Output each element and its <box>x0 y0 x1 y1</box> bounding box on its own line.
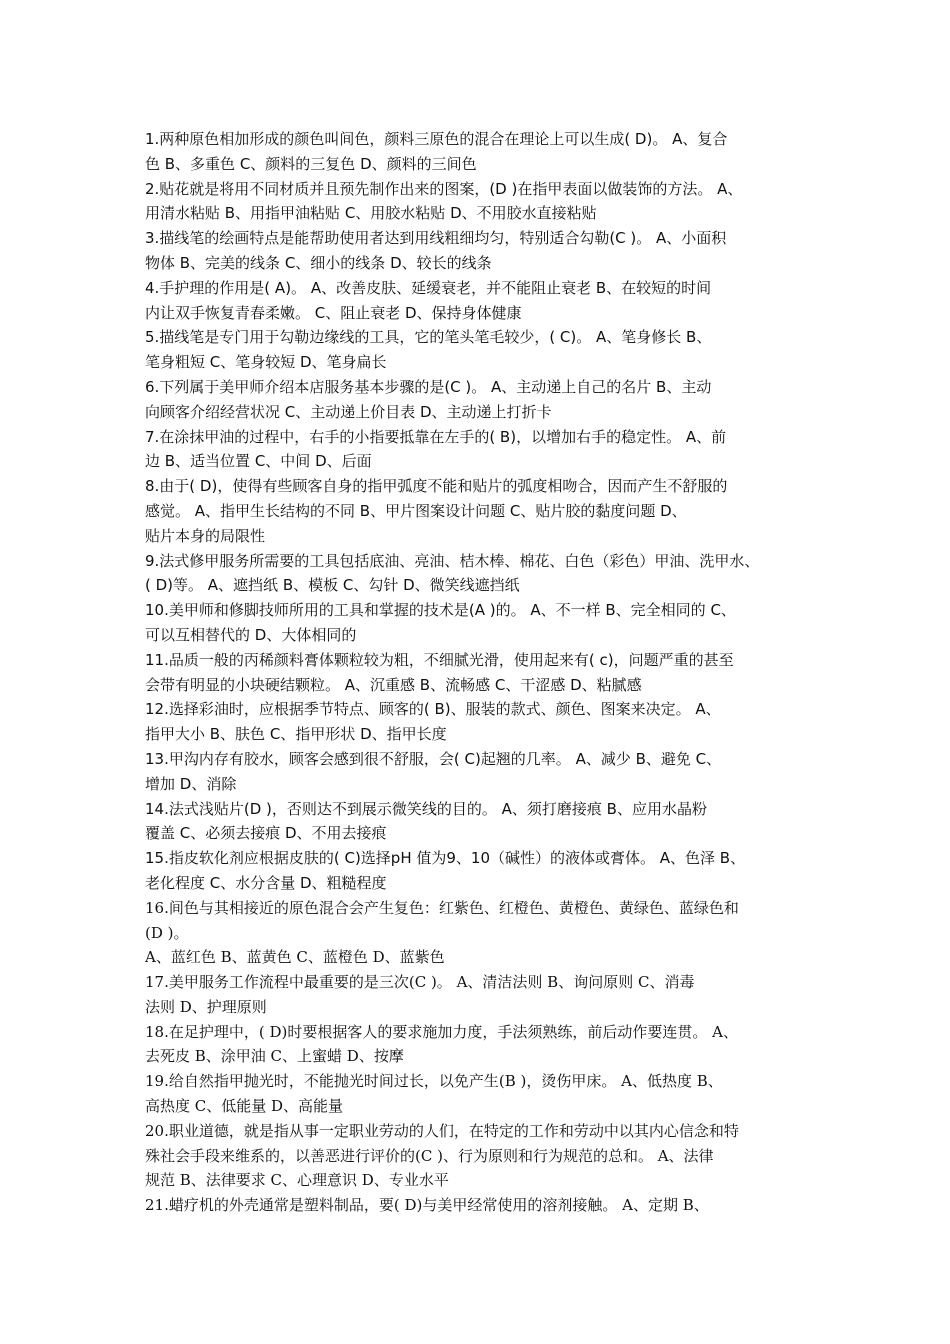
text-line: 笔身粗短 C、笔身较短 D、笔身扁长 <box>145 353 387 372</box>
text-line: 2.贴花就是将用不同材质并且预先制作出来的图案，(D )在指甲表面以做装饰的方法。 A、 <box>145 179 743 198</box>
text-line: 感觉。 A、指甲生长结构的不同 B、甲片图案设计问题 C、贴片胶的黏度问题 D、 <box>145 501 687 520</box>
text-line: 21.蜡疗机的外壳通常是塑料制品，要( D)与美甲经常使用的溶剂接触。 A、定期 B、 <box>145 1196 709 1215</box>
text-line: 指甲大小 B、肤色 C、指甲形状 D、指甲长度 <box>145 725 447 744</box>
text-line: 色 B、多重色 C、颜料的三复色 D、颜料的三间色 <box>145 154 477 173</box>
question-text-block <box>145 127 815 1218</box>
text-line: 12.选择彩油时，应根据季节特点、顾客的( B)、服装的款式、颜色、图案来决定。 A、 <box>145 700 721 719</box>
text-line: 3.描线笔的绘画特点是能帮助使用者达到用线粗细均匀，特别适合勾勒(C )。 A、小面积 <box>145 229 727 248</box>
text-line: 17.美甲服务工作流程中最重要的是三次(C )。 A、清洁法则 B、询问原则 C、消毒 <box>145 973 695 992</box>
text-line: 4.手护理的作用是( A)。 A、改善皮肤、延缓衰老，并不能阻止衰老 B、在较短的时间 <box>145 278 712 297</box>
text-line: 14.法式浅贴片(D )，否则达不到展示微笑线的目的。 A、须打磨接痕 B、应用水晶粉 <box>145 799 707 818</box>
text-line: 20.职业道德，就是指从事一定职业劳动的人们，在特定的工作和劳动中以其内心信念和特 <box>145 1121 739 1140</box>
text-line: 向顾客介绍经营状况 C、主动递上价目表 D、主动递上打折卡 <box>145 402 552 421</box>
text-line: 13.甲沟内存有胶水，顾客会感到很不舒服，会( C)起翘的几率。 A、减少 B、避免 C、 <box>145 749 722 768</box>
text-line: 殊社会手段来维系的，以善恶进行评价的(C )、行为原则和行为规范的总和。 A、法律 <box>145 1146 714 1165</box>
text-line: 贴片本身的局限性 <box>145 526 266 545</box>
text-line: 覆盖 C、必须去接痕 D、不用去接痕 <box>145 824 387 843</box>
text-line: 高热度 C、低能量 D、高能量 <box>145 1097 344 1116</box>
text-line: 用清水粘贴 B、用指甲油粘贴 C、用胶水粘贴 D、不用胶水直接粘贴 <box>145 204 597 223</box>
text-line: 7.在涂抹甲油的过程中，右手的小指要抵靠在左手的( B)，以增加右手的稳定性。 A、前 <box>145 427 727 446</box>
text-line: 老化程度 C、水分含量 D、粗糙程度 <box>145 873 387 892</box>
text-line: 法则 D、护理原则 <box>145 997 267 1016</box>
text-line: 规范 B、法律要求 C、心理意识 D、专业水平 <box>145 1171 449 1190</box>
text-line: 9.法式修甲服务所需要的工具包括底油、亮油、桔木棒、棉花、白色（彩色）甲油、洗甲水、 <box>145 551 760 570</box>
text-line: 边 B、适当位置 C、中间 D、后面 <box>145 452 372 471</box>
text-line: 内让双手恢复青春柔嫩。 C、阻止衰老 D、保持身体健康 <box>145 303 522 322</box>
text-line: 18.在足护理中，( D)时要根据客人的要求施加力度，手法须熟练，前后动作要连贯。 A、 <box>145 1022 738 1041</box>
text-line: ( D)等。 A、遮挡纸 B、模板 C、勾针 D、微笑线遮挡纸 <box>145 576 520 595</box>
text-line: 1.两种原色相加形成的颜色叫间色，颜料三原色的混合在理论上可以生成( D)。 A、复合 <box>145 130 728 148</box>
text-line: (D )。 <box>145 923 189 942</box>
text-line: 16.间色与其相接近的原色混合会产生复色：红紫色、红橙色、黄橙色、黄绿色、蓝绿色和 <box>145 898 739 917</box>
text-line: 5.描线笔是专门用于勾勒边缘线的工具，它的笔头笔毛较少，( C)。 A、笔身修长 B、 <box>145 328 712 347</box>
text-line: 10.美甲师和修脚技师所用的工具和掌握的技术是(A )的。 A、不一样 B、完全相同的 C、 <box>145 601 736 620</box>
text-line: 6.下列属于美甲师介绍本店服务基本步骤的是(C )。 A、主动递上自己的名片 B、主动 <box>145 377 712 396</box>
text-line: 物体 B、完美的线条 C、细小的线条 D、较长的线条 <box>145 253 492 272</box>
text-line: 8.由于( D)，使得有些顾客自身的指甲弧度不能和贴片的弧度相吻合，因而产生不舒服的 <box>145 477 728 496</box>
text-line: 去死皮 B、涂甲油 C、上蜜蜡 D、按摩 <box>145 1047 404 1066</box>
text-line: 11.品质一般的丙稀颜料膏体颗粒较为粗，不细腻光滑，使用起来有( c)，问题严重的甚至 <box>145 650 734 669</box>
text-line: A、蓝红色 B、蓝黄色 C、蓝橙色 D、蓝紫色 <box>145 948 445 967</box>
text-line: 15.指皮软化剂应根据皮肤的( C)选择pH 值为9、10（碱性）的液体或膏体。 A、色泽 B、 <box>145 849 746 868</box>
text-line: 可以互相替代的 D、大体相同的 <box>145 625 357 644</box>
text-line: 会带有明显的小块硬结颗粒。 A、沉重感 B、流畅感 C、干涩感 D、粘腻感 <box>145 675 642 694</box>
text-line: 19.给自然指甲抛光时，不能抛光时间过长，以免产生(B )，烫伤甲床。 A、低热度 B、 <box>145 1072 723 1091</box>
text-line: 增加 D、消除 <box>145 774 237 793</box>
